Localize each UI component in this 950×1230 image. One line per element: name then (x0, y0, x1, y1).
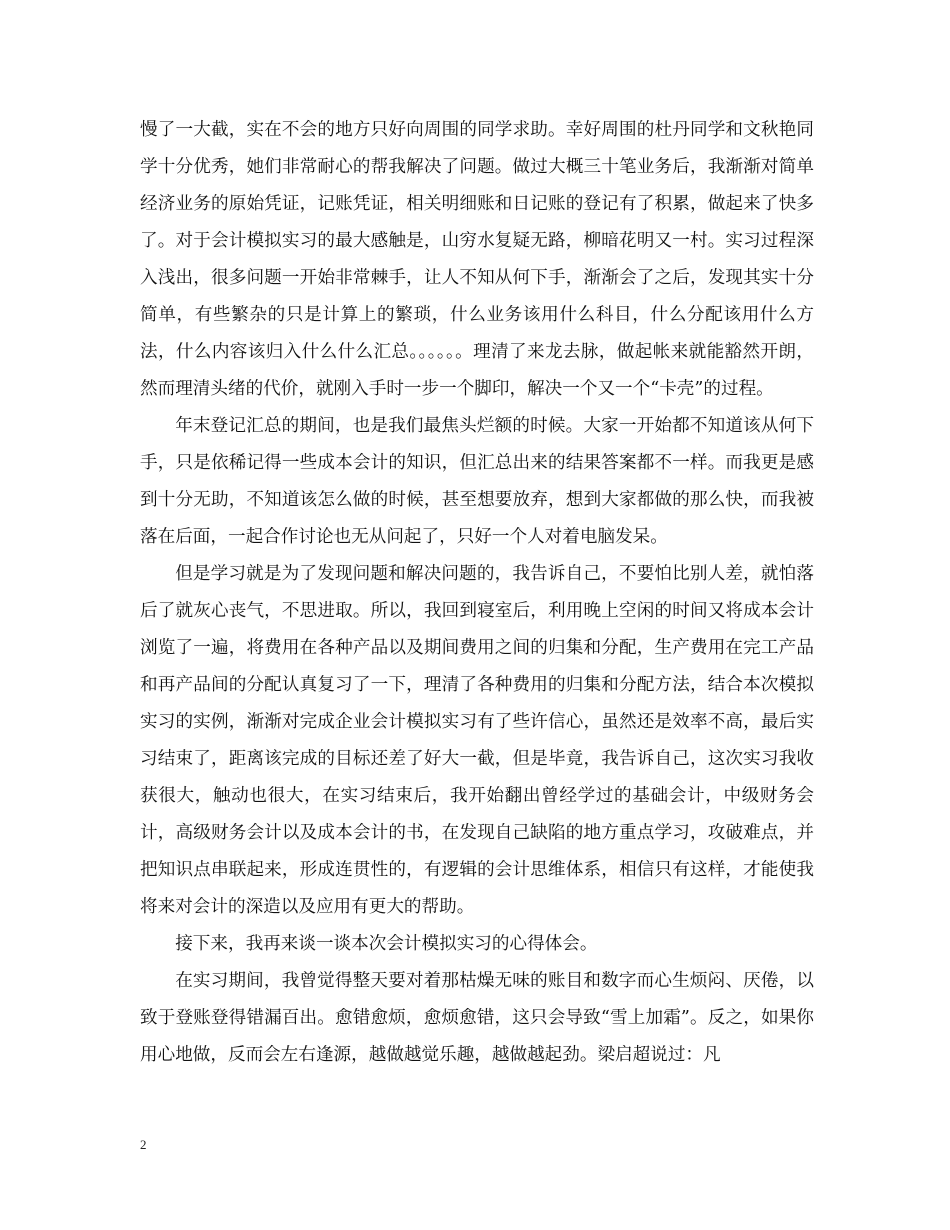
paragraph-5: 在实习期间，我曾觉得整天要对着那枯燥无味的账目和数字而心生烦闷、厌倦，以致于登账登得错漏百出。愈错愈烦，愈烦愈错，这只会导致“雪上加霜”。反之，如果你用心地做，反而会左右逢源，越做越觉乐趣，越做越起劲。梁启超说过：凡 (140, 971, 814, 1065)
paragraph-4: 接下来，我再来谈一谈本次会计模拟实习的心得体会。 (175, 934, 598, 954)
paragraph-3: 但是学习就是为了发现问题和解决问题的，我告诉自己，不要怕比别人差，就怕落后了就灰心丧气，不思进取。所以，我回到寝室后，利用晚上空闲的时间又将成本会计浏览了一遍，将费用在各种产品以及期间费用之间的归集和分配，生产费用在完工产品和再产品间的分配认真复习了一下，理清了各种费用的归集和分配方法，结合本次模拟实习的实例，渐渐对完成企业会计模拟实习有了些许信心，虽然还是效率不高，最后实习结束了，距离该完成的目标还差了好大一截，但是毕竟，我告诉自己，这次实习我收获很大，触动也很大，在实习结束后，我开始翻出曾经学过的基础会计，中级财务会计，高级财务会计以及成本会计的书，在发现自己缺陷的地方重点学习，攻破难点，并把知识点串联起来，形成连贯性的，有逻辑的会计思维体系，相信只有这样，才能使我将来对会计的深造以及应用有更大的帮助。 (140, 564, 814, 917)
paragraph-1: 慢了一大截，实在不会的地方只好向周围的同学求助。幸好周围的杜丹同学和文秋艳同学十分优秀，她们非常耐心的帮我解决了问题。做过大概三十笔业务后，我渐渐对简单经济业务的原始凭证，记账凭证，相关明细账和日记账的登记有了积累，做起来了快多了。对于会计模拟实习的最大感触是，山穷水复疑无路，柳暗花明又一村。实习过程深入浅出，很多问题一开始非常棘手，让人不知从何下手，渐渐会了之后，发现其实十分简单，有些繁杂的只是计算上的繁琐，什么业务该用什么科目，什么分配该用什么方法，什么内容该归入什么什么汇总。。。。。。理清了来龙去脉，做起帐来就能豁然开朗，然而理清头绪的代价，就刚入手时一步一个脚印，解决一个又一个“卡壳”的过程。 (140, 120, 814, 399)
paragraph-2: 年末登记汇总的期间，也是我们最焦头烂额的时候。大家一开始都不知道该从何下手，只是依稀记得一些成本会计的知识，但汇总出来的结果答案都不一样。而我更是感到十分无助，不知道该怎么做的时候，甚至想要放弃，想到大家都做的那么快，而我被落在后面，一起合作讨论也无从问起了，只好一个人对着电脑发呆。 (140, 416, 814, 547)
page-number: 2 (140, 1137, 147, 1152)
document-body (140, 112, 814, 1074)
